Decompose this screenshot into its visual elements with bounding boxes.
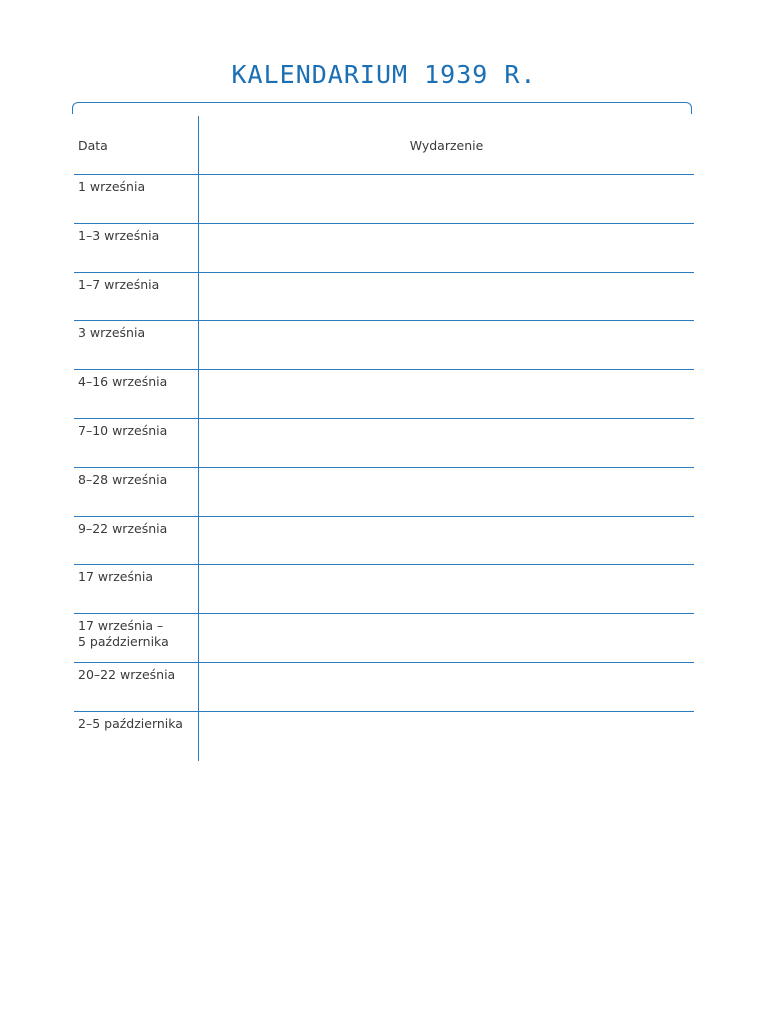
row-event-cell[interactable]: [199, 468, 694, 516]
table-row: [74, 663, 694, 712]
row-event-cell[interactable]: [199, 614, 694, 662]
row-event-cell[interactable]: [199, 175, 694, 223]
row-date: 17 września: [78, 569, 154, 585]
row-event-cell[interactable]: [199, 419, 694, 467]
row-date: 7–10 września: [78, 422, 168, 438]
row-date: 20–22 września: [78, 666, 176, 682]
row-date: 1–3 września: [78, 227, 160, 243]
table-row: [74, 321, 694, 370]
page-title: KALENDARIUM 1939 R.: [231, 60, 537, 89]
row-event-cell[interactable]: [199, 321, 694, 369]
row-event-cell[interactable]: [199, 370, 694, 418]
row-date: 2–5 października: [78, 715, 183, 731]
row-event-cell[interactable]: [199, 565, 694, 613]
table-row: [74, 370, 694, 419]
table-header-row: [74, 116, 694, 175]
table-row: [74, 419, 694, 468]
table-row: [74, 175, 694, 224]
row-event-cell[interactable]: [199, 663, 694, 711]
row-date: 1–7 września: [78, 276, 160, 292]
table-body: [74, 175, 694, 761]
header-date: Data: [78, 138, 108, 153]
table-row: [74, 565, 694, 614]
calendar-table: [74, 116, 694, 761]
row-event-cell[interactable]: [199, 712, 694, 761]
table-row: [74, 517, 694, 566]
row-date: 17 września – 5 października: [78, 618, 169, 650]
row-date: 3 września: [78, 325, 146, 341]
table-row: [74, 712, 694, 761]
table-top-bracket: [72, 102, 692, 114]
row-date: 8–28 września: [78, 471, 168, 487]
row-event-cell[interactable]: [199, 224, 694, 272]
table-row: [74, 273, 694, 322]
table-row: [74, 614, 694, 663]
row-date: 1 września: [78, 179, 146, 194]
row-event-cell[interactable]: [199, 273, 694, 321]
header-event: Wydarzenie: [409, 138, 484, 153]
table-row: [74, 468, 694, 517]
row-date: 9–22 września: [78, 520, 168, 536]
row-date: 4–16 września: [78, 374, 168, 390]
table-row: [74, 224, 694, 273]
row-event-cell[interactable]: [199, 517, 694, 565]
